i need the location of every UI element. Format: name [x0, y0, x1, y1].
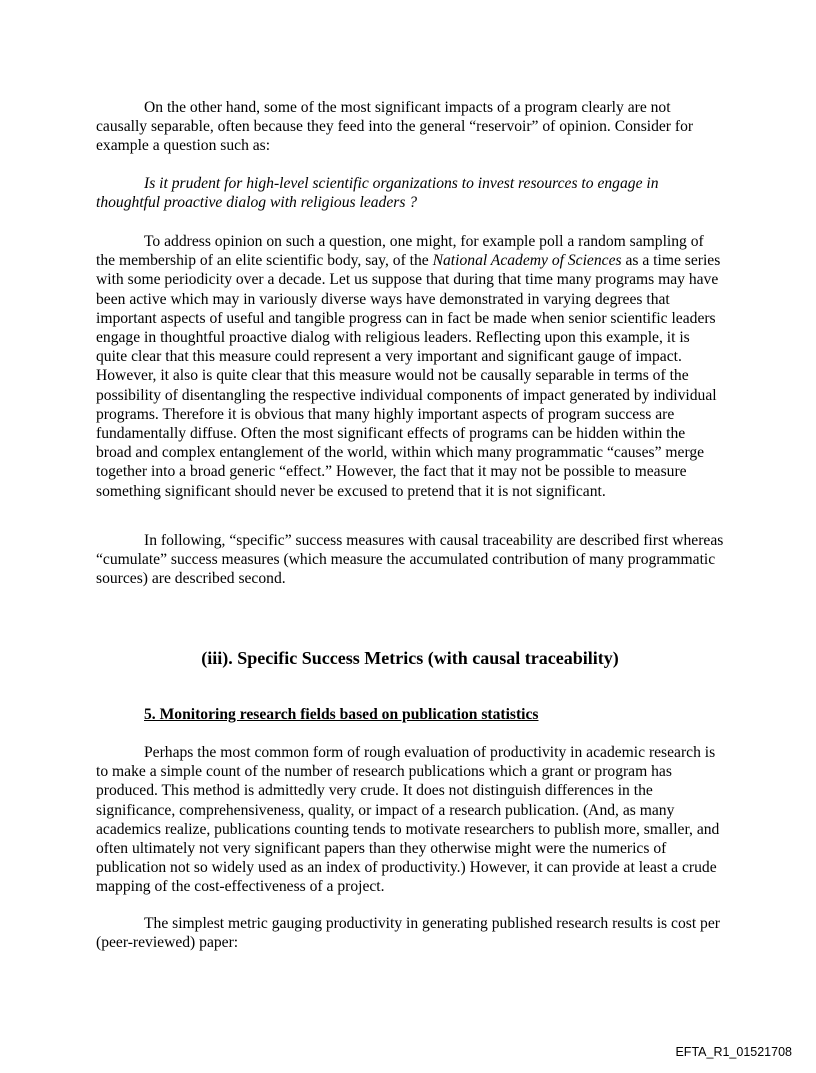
section-title-specific-success-metrics: (iii). Specific Success Metrics (with causal traceability) — [201, 648, 619, 668]
paragraph-opinion-poll-example — [96, 232, 724, 501]
paragraph-opinion-poll-text-start: To address opinion on such a question, one might, for example poll a random sampling of the membership of an elite scientific body, say, of the — [96, 233, 704, 270]
paragraph-publication-counting: Perhaps the most common form of rough evaluation of productivity in academic research is to make a simple count of the number of research publications which a grant or program has produced. This method is admittedly very crude. It does not distinguish differences in the significance, comprehensiveness, quality, or impact of a research publication. (And, as many academics realize, publications counting tends to motivate researchers to publish more, smaller, and often ultimately not very significant papers than they otherwise might were the numerics of publication not so widely used as an index of productivity.) However, it can provide at least a crude mapping of the cost-effectiveness of a project. — [96, 744, 720, 896]
national-academy-of-sciences-italic: National Academy of Sciences — [432, 252, 622, 270]
subsection-title-publication-statistics: 5. Monitoring research fields based on publication statistics — [144, 706, 539, 723]
paragraph-cost-per-paper: The simplest metric gauging productivity in generating published research results is cost per (peer-reviewed) paper: — [96, 915, 720, 952]
document-id-footer: EFTA_R1_01521708 — [675, 1045, 792, 1059]
paragraph-reservoir-of-opinion: On the other hand, some of the most significant impacts of a program clearly are not causally separable, often because they feed into the general “reservoir” of opinion. Consider for example a question such as: — [96, 99, 694, 155]
paragraph-opinion-poll-text-end: as a time series with some periodicity over a decade. Let us suppose that during that time many programs may have been active which may in variously diverse ways have demonstrated in varying degrees that important aspects of useful and tangible progress can in fact be made when senior scientific leaders engage in thoughtful proactive dialog with religious leaders. Reflecting upon this example, it is quite clear that this measure could represent a very important and significant gauge of impact. However, it also is quite clear that this measure would not be causally separable in terms of the possibility of disentangling the respective individual components of impact generated by individual programs. Therefore it is obvious that many highly important aspects of program success are fundamentally diffuse. Often the most significant effects of programs can be hidden within the broad and complex entanglement of the world, within which many programmatic “causes” merge together into a broad generic “effect.” However, the fact that it may not be possible to measure something significant should never be excused to pretend that it is not significant. — [96, 252, 721, 500]
paragraph-specific-vs-cumulate: In following, “specific” success measures with causal traceability are described first whereas “cumulate” success measures (which measure the accumulated contribution of many programmatic sources) are described second. — [96, 532, 724, 588]
paragraph-example-question: Is it prudent for high-level scientific organizations to invest resources to engage in thoughtful proactive dialog with religious leaders ? — [96, 175, 659, 212]
